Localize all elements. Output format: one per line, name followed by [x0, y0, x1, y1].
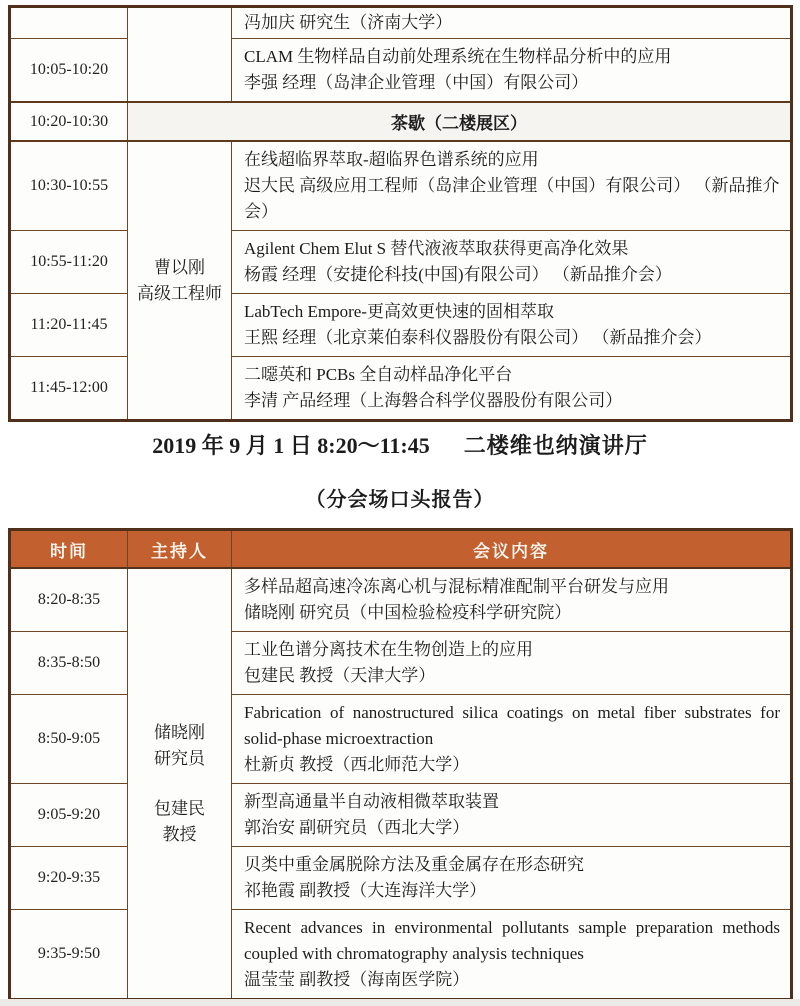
table-row [10, 784, 792, 847]
content-line: 工业色谱分离技术在生物创造上的应用 [244, 640, 533, 659]
time-cell: 11:20-11:45 [10, 294, 128, 357]
content-line: 二噁英和 PCBs 全自动样品净化平台 [244, 365, 513, 384]
session-heading [0, 431, 800, 461]
moderator-line: 包建民 [154, 798, 205, 818]
moderator-line: 储晓刚 [154, 722, 205, 742]
content-cell [232, 784, 792, 847]
table-row [10, 632, 792, 695]
morning-session-table-container [8, 5, 793, 422]
moderator-line [130, 772, 229, 796]
moderator-line: 高级工程师 [137, 283, 222, 303]
time-cell [10, 7, 128, 39]
content-line: 冯加庆 研究生（济南大学） [244, 13, 453, 32]
content-line: 杨霞 经理（安捷伦科技(中国)有限公司） （新品推介会） [244, 265, 672, 284]
session-venue: 二楼维也纳演讲厅 [463, 433, 648, 458]
table-row [10, 695, 792, 784]
table-row [10, 294, 792, 357]
tea-break-cell: 茶歇（二楼展区） [128, 102, 792, 141]
table-row [10, 357, 792, 421]
session-date-time: 2019 年 9 月 1 日 8:20～11:45 [152, 433, 430, 458]
table-row [10, 231, 792, 294]
content-cell [232, 847, 792, 910]
oral-table-header [10, 530, 792, 569]
content-line: 储晓刚 研究员（中国检验检疫科学研究院） [244, 603, 572, 622]
content-line: LabTech Empore-更高效更快速的固相萃取 [244, 302, 554, 321]
moderator-cell [128, 568, 232, 1000]
content-line: Fabrication of nanostructured silica coatings on metal fiber substrates for solid-phase microextraction [244, 703, 780, 748]
moderator-line: 曹以刚 [154, 257, 205, 277]
content-cell [232, 141, 792, 231]
content-cell [232, 632, 792, 695]
table-row [10, 847, 792, 910]
content-cell [232, 695, 792, 784]
content-cell [232, 357, 792, 421]
content-line: 杜新贞 教授（西北师范大学） [244, 755, 470, 774]
content-line: Recent advances in environmental pollutants sample preparation methods coupled with chromatography analysis techniques [244, 918, 780, 963]
content-line: 李清 产品经理（上海磐合科学仪器股份有限公司） [244, 391, 623, 410]
time-cell: 8:35-8:50 [10, 632, 128, 695]
header-row [10, 530, 792, 569]
content-line: 多样品超高速冷冻离心机与混标精准配制平台研发与应用 [244, 577, 669, 596]
time-cell: 10:20-10:30 [10, 102, 128, 141]
time-cell: 8:50-9:05 [10, 695, 128, 784]
content-line: Agilent Chem Elut S 替代液液萃取获得更高净化效果 [244, 239, 629, 258]
table-row [10, 39, 792, 103]
oral-session-table-container [8, 528, 793, 1001]
program-table-morning [8, 5, 793, 422]
content-cell [232, 910, 792, 1000]
morning-table-body [10, 7, 792, 421]
content-line: 温莹莹 副教授（海南医学院） [244, 970, 470, 989]
content-line: 祁艳霞 副教授（大连海洋大学） [244, 881, 487, 900]
content-line: 王熙 经理（北京莱伯泰科仪器股份有限公司） （新品推介会） [244, 328, 712, 347]
moderator-line: 教授 [162, 824, 197, 844]
moderator-cell [128, 7, 232, 103]
table-row [10, 7, 792, 39]
moderator-line: 研究员 [154, 748, 205, 768]
time-cell: 9:05-9:20 [10, 784, 128, 847]
content-line: 迟大民 高级应用工程师（岛津企业管理（中国）有限公司） （新品推介会） [244, 176, 780, 221]
content-cell [232, 231, 792, 294]
table-row [10, 568, 792, 632]
content-line: CLAM 生物样品自动前处理系统在生物样品分析中的应用 [244, 47, 672, 66]
program-table-oral [8, 528, 793, 1001]
time-cell: 8:20-8:35 [10, 568, 128, 632]
content-line: 新型高通量半自动液相微萃取装置 [244, 792, 499, 811]
oral-table-body [10, 568, 792, 1000]
content-cell [232, 7, 792, 39]
time-cell: 11:45-12:00 [10, 357, 128, 421]
content-cell [232, 39, 792, 103]
time-cell: 10:55-11:20 [10, 231, 128, 294]
session-subtitle: （分会场口头报告） [305, 489, 495, 511]
page-bottom-edge [0, 999, 800, 1006]
time-cell: 9:35-9:50 [10, 910, 128, 1000]
content-line: 在线超临界萃取-超临界色谱系统的应用 [244, 150, 539, 169]
moderator-cell [128, 141, 232, 421]
table-row [10, 102, 792, 141]
time-cell: 10:05-10:20 [10, 39, 128, 103]
content-line: 贝类中重金属脱除方法及重金属存在形态研究 [244, 855, 584, 874]
column-header-time: 时间 [10, 530, 128, 569]
content-cell [232, 568, 792, 632]
content-line: 郭治安 副研究员（西北大学） [244, 818, 470, 837]
table-row [10, 141, 792, 231]
column-header-moderator: 主持人 [128, 530, 232, 569]
content-cell [232, 294, 792, 357]
content-line: 李强 经理（岛津企业管理（中国）有限公司） [244, 73, 589, 92]
table-row [10, 910, 792, 1000]
column-header-content: 会议内容 [232, 530, 792, 569]
time-cell: 9:20-9:35 [10, 847, 128, 910]
time-cell: 10:30-10:55 [10, 141, 128, 231]
content-line: 包建民 教授（天津大学） [244, 666, 436, 685]
